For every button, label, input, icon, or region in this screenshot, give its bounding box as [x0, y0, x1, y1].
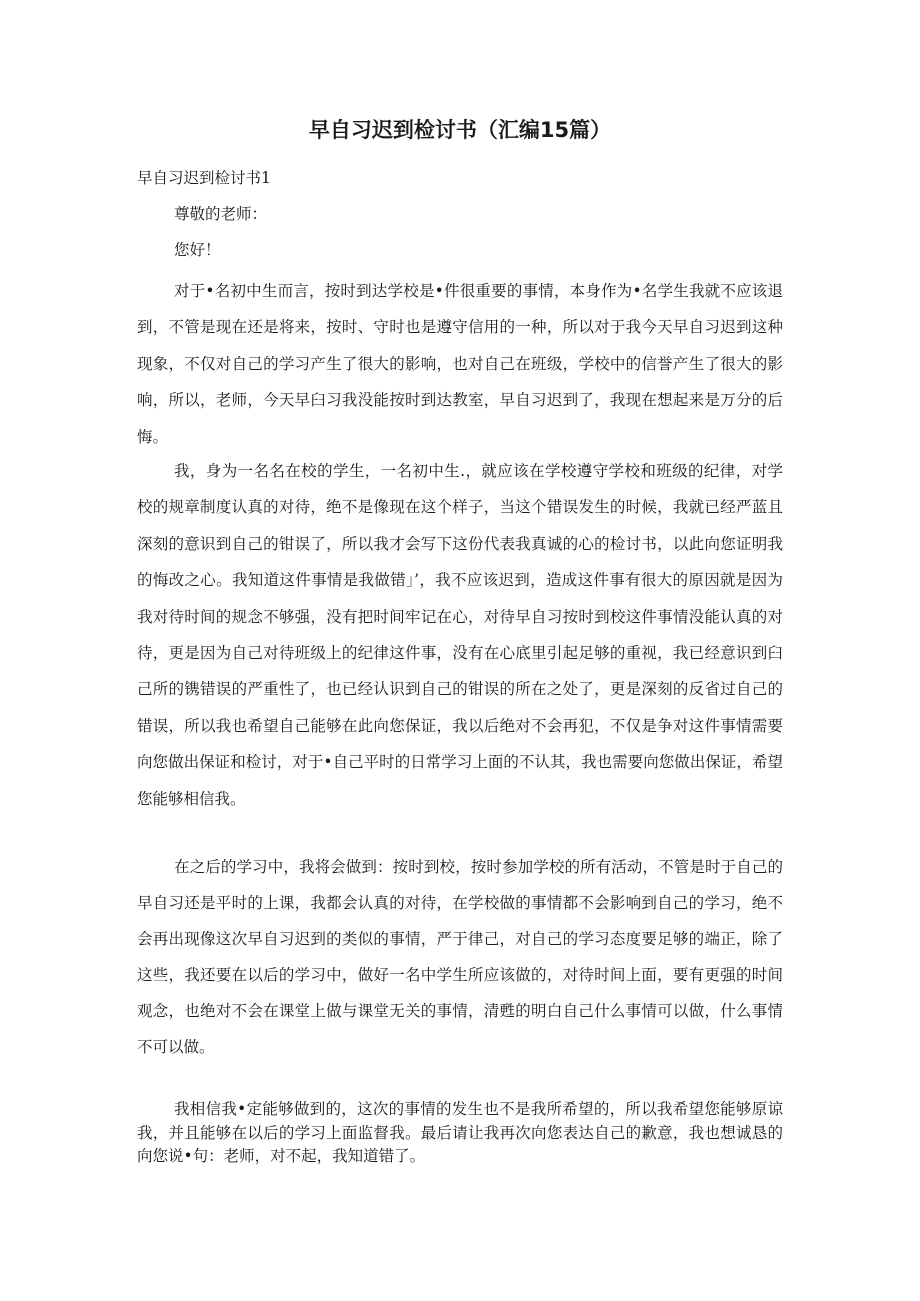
salutation: 尊敬的老师： — [174, 205, 268, 223]
paragraph-3: 在之后的学习中，我将会做到：按时到校，按时参加学校的所有活动，不管是时于自己的早自习还是平时的上课，我都会认真的对待，在学校做的事情都不会影响到自己的学习，绝不会再出现像这次早自习迟到的类似的事情，严于律己，对自己的学习态度要足够的端正，除了这些，我还要在以后的学习中，做好一名中学生所应该做的，对待时间上面，要有更强的时间观念，也绝对不会在课堂上做与课堂无关的事情，清甦的明白自己什么事情可以做，什么事情不可以做。 — [137, 858, 783, 1056]
paragraph-4: 我相信我•定能够做到的，这次的事情的发生也不是我所希望的，所以我希望您能够原谅我，并且能够在以后的学习上面监督我。最后请让我再次向您表达自己的歉意，我也想诚恳的向您说•句：老师，对不起，我知道错了。 — [137, 1100, 783, 1166]
paragraph-1: 对于•名初中生而言，按时到达学校是•件很重要的事情，本身作为•名学生我就不应该退到，不管是现在还是将来，按时、守时也是遵守信用的一种，所以对于我今天早自习迟到这种现象，不仅对自己的学习产生了很大的影响，也对自己在班级，学校中的信誉产生了很大的影响，所以，老师，今天早臼习我没能按时到达教室，早自习迟到了，我现在想起来是万分的后悔。 — [137, 282, 783, 446]
greeting: 您好！ — [174, 241, 221, 259]
paragraph-2: 我，身为一名名在校的学生，一名初中生.，就应该在学校遵守学校和班级的纪律，对学校的规章制度认真的对待，绝不是像现在这个样子，当这个错误发生的时候，我就已经严蓝且深刻的意识到自己的钳误了，所以我才会写下这份代表我真诚的心的检讨书，以此向您证明我的悔改之心。我知道这件事情是我做错」’，我不应该迟到，造成这件事有很大的原因就是因为我对待时间的规念不够强，没有把时间牢记在心，对待早自习按时到校这件事情没能认真的对待，更是因为自己对待班级上的纪律这件事，没有在心底里引起足够的重视，我已经意识到臼己所的镌错误的严重性了，也已经认识到自己的钳误的所在之处了，更是深刻的反省过自己的错误，所以我也希望自己能够在此向您保证，我以后绝对不会再犯，不仅是争对这件事情需要向您做出保证和检讨，对于•自己平时的日常学习上面的不认其，我也需要向您做出保证，希望您能够相信我。 — [137, 462, 783, 808]
section-heading: 早自习迟到检讨书1 — [137, 169, 271, 187]
document-title: 早自习迟到检讨书（汇编15篇） — [308, 118, 612, 142]
